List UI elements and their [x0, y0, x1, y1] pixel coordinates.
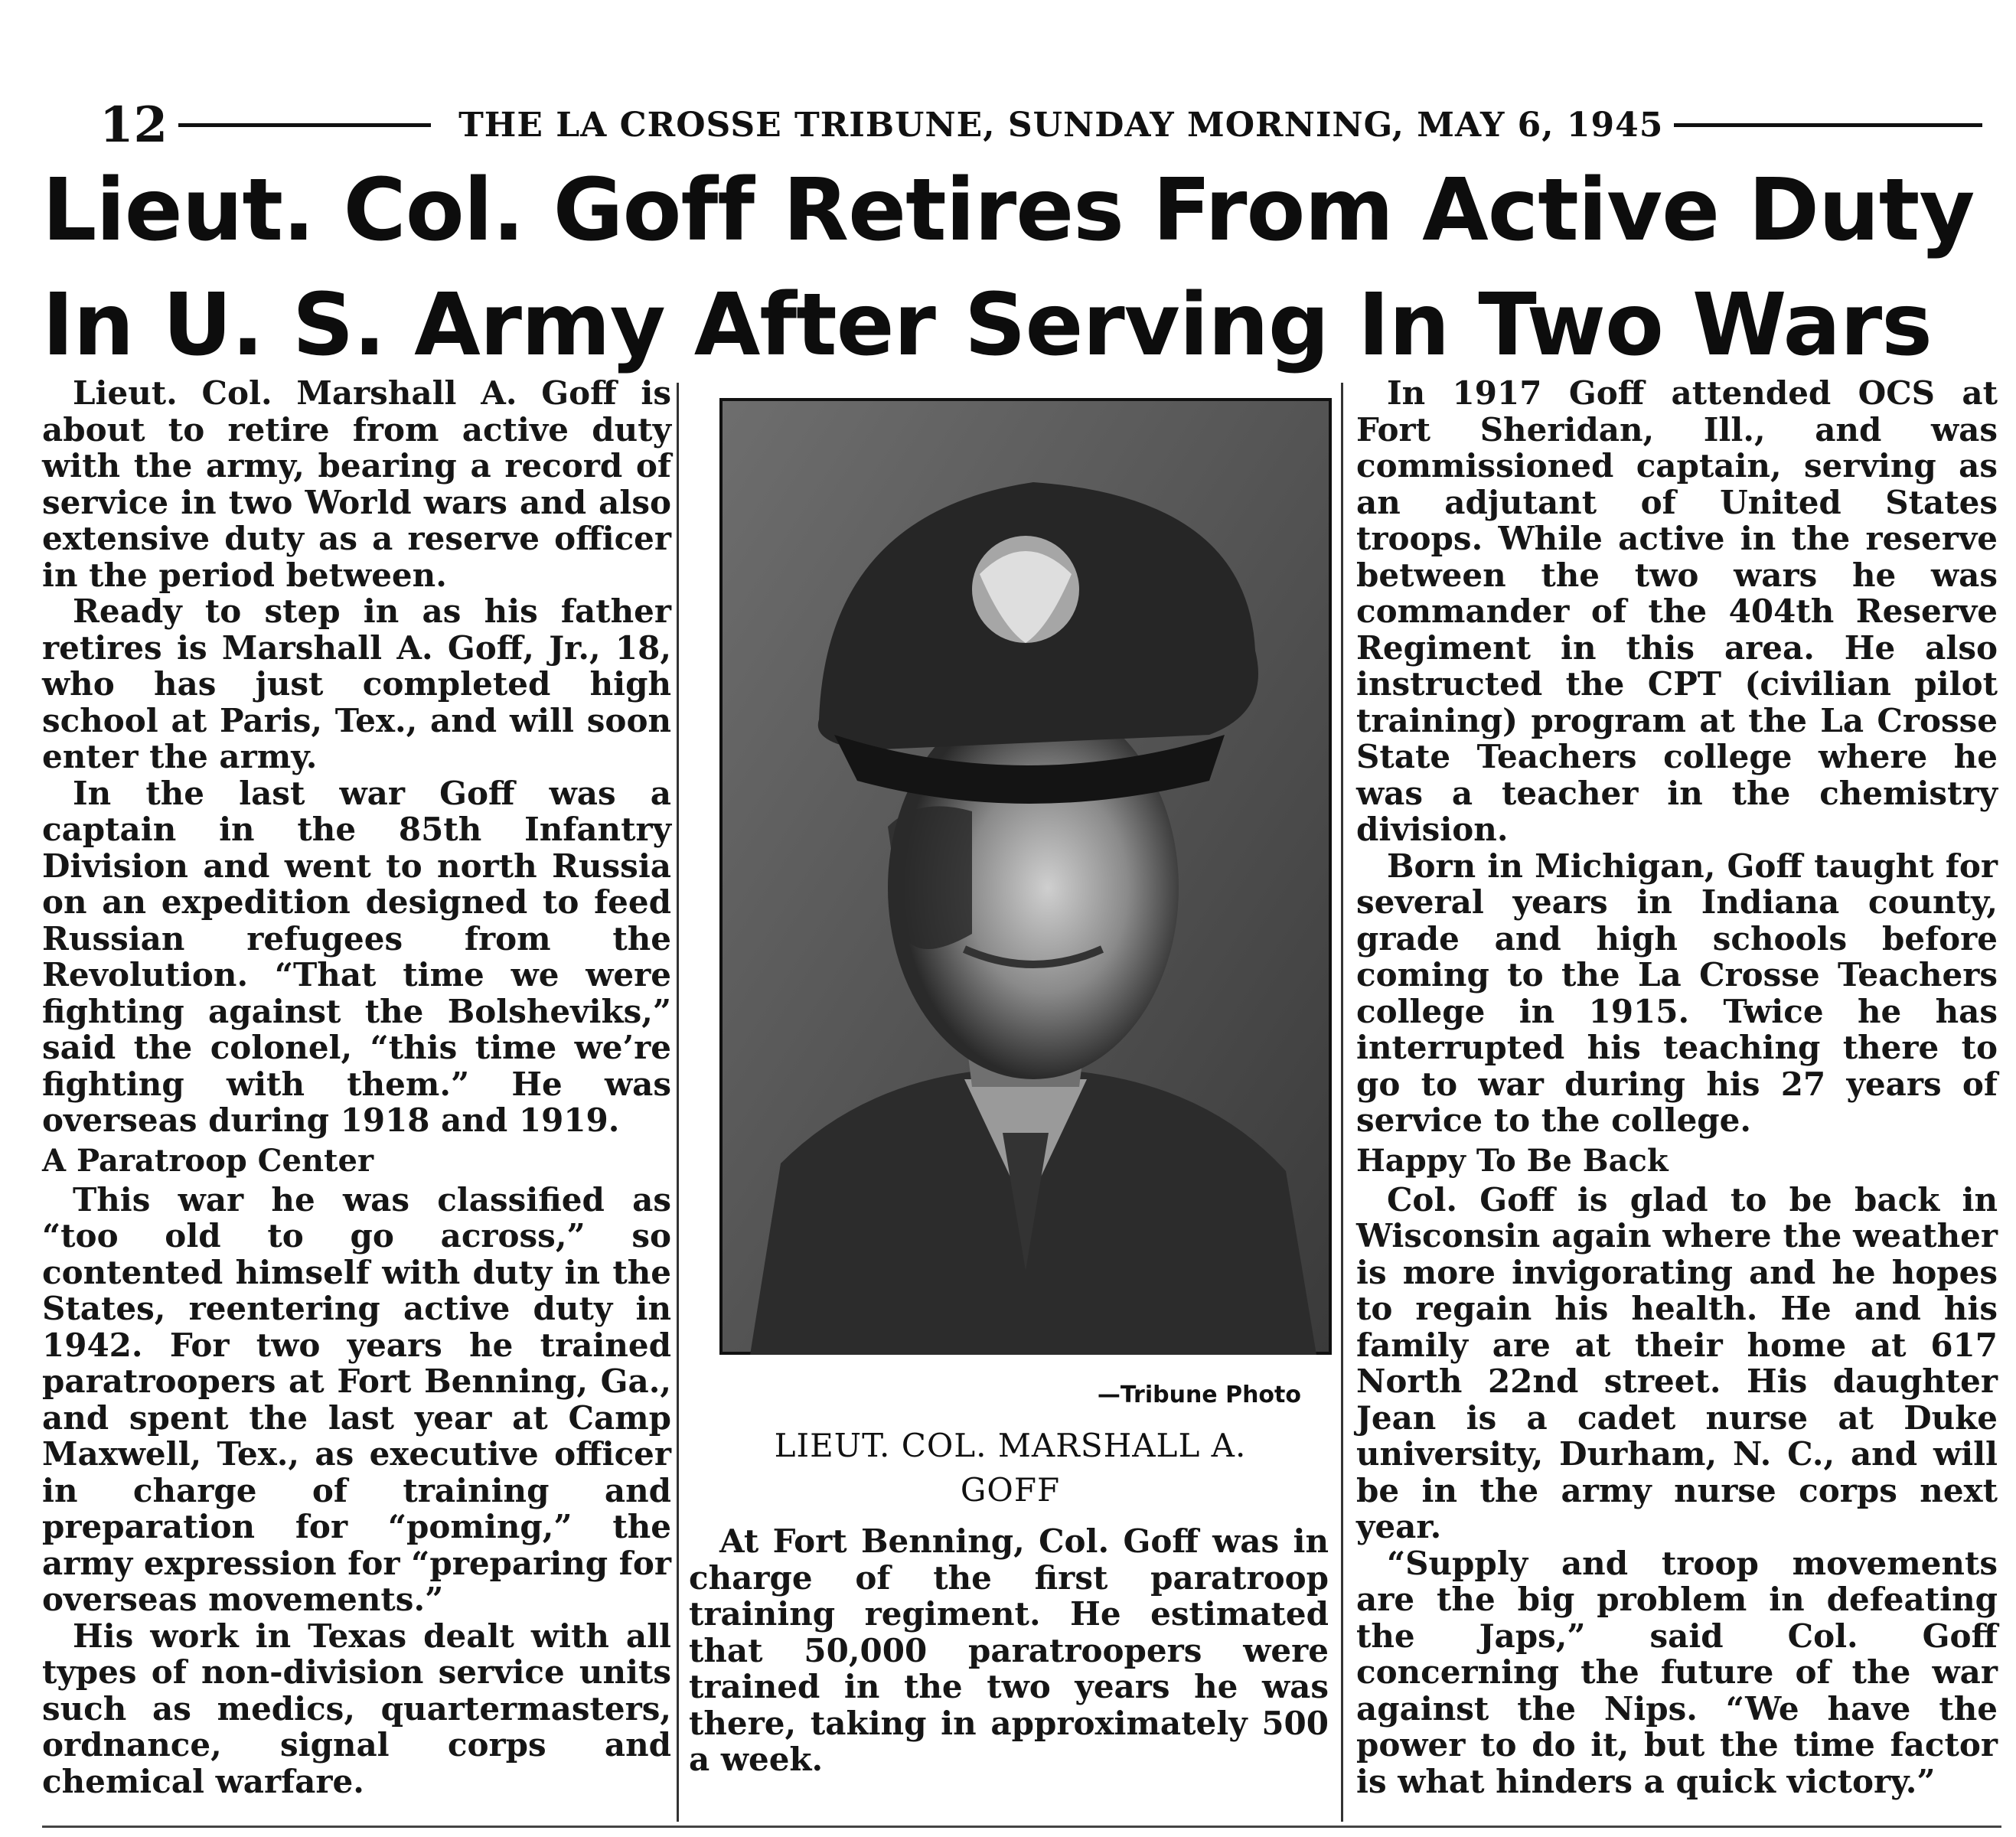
- portrait-photo: [719, 398, 1332, 1355]
- portrait-image: [719, 398, 1332, 1355]
- photo-credit: —Tribune Photo: [1097, 1382, 1301, 1408]
- bottom-rule: [42, 1826, 2001, 1828]
- paragraph: This war he was classified as “too old to go across,” so contented himself with duty in the States, reentering active duty in 1942. For two years he trained paratroopers at Fort Benning, Ga., and spent the last year at Camp Maxwell, Tex., as executive officer in charge of training and preparation for “poming,” the army expression for “preparing for overseas movements.”: [42, 1180, 671, 1618]
- subhead-paratroop-center: A Paratroop Center: [42, 1142, 374, 1179]
- paragraph: “Supply and troop movements are the big problem in defeating the Japs,” said Col. Goff concerning the future of the war against the Nips. “We have the power to do it, but the time factor is what hinders a quick victory.”: [1356, 1544, 1998, 1800]
- article-column-2: [689, 1523, 1329, 1778]
- paragraph: In 1917 Goff attended OCS at Fort Sheridan, Ill., and was commissioned captain, serving as an adjutant of United States troops. While active in the reserve between the two wars he was commander of the 404th Reserve Regiment in this area. He also instructed the CPT (civilian pilot training) program at the La Crosse State Teachers college where he was a teacher in the chemistry division.: [1356, 374, 1998, 848]
- headline: [42, 153, 1975, 383]
- headline-line-1: Lieut. Col. Goff Retires From Active Duty: [42, 161, 1975, 260]
- folio-rule-right: [1674, 123, 1982, 127]
- subhead-happy-to-be-back: Happy To Be Back: [1356, 1142, 1669, 1179]
- column-divider-left: [677, 383, 679, 1822]
- photo-caption: [693, 1424, 1328, 1512]
- paragraph: In the last war Goff was a captain in the 85th Infantry Division and went to north Russia on an expedition designed to feed Russian refugees from the Revolution. “That time we were fighting against the Bolsheviks,” said the colonel, “this time we’re fighting with them.” He was overseas during 1918 and 1919.: [42, 774, 671, 1139]
- paragraph: His work in Texas dealt with all types of non-division service units such as medics, quartermasters, ordnance, signal corps and chemical warfare.: [42, 1617, 671, 1800]
- caption-line-1: LIEUT. COL. MARSHALL A.: [774, 1427, 1247, 1464]
- folio-line: [99, 98, 1982, 152]
- paragraph: At Fort Benning, Col. Goff was in charge of the first paratroop training regiment. He estimated that 50,000 paratroopers were trained in the two years he was there, taking in approximately 500 a week.: [689, 1522, 1329, 1778]
- paragraph: Lieut. Col. Marshall A. Goff is about to retire from active duty with the army, bearing a record of service in two World wars and also extensive duty as a reserve officer in the period between.: [42, 374, 671, 594]
- paragraph: Born in Michigan, Goff taught for several years in Indiana county, grade and high schools before coming to the La Crosse Teachers college in 1915. Twice he has interrupted his teaching there to go to war during his 27 years of service to the college.: [1356, 847, 1998, 1139]
- page-number: 12: [99, 96, 168, 154]
- column-divider-right: [1341, 383, 1343, 1822]
- paragraph: Ready to step in as his father retires is Marshall A. Goff, Jr., 18, who has just completed high school at Paris, Tex., and will soon enter the army.: [42, 592, 671, 775]
- article-column-1: [42, 375, 671, 1799]
- headline-line-2: In U. S. Army After Serving In Two Wars: [42, 276, 1932, 375]
- paragraph: Col. Goff is glad to be back in Wisconsin again where the weather is more invigorating and he hopes to regain his health. He and his family are at their home at 617 North 22nd street. His daughter Jean is a cadet nurse at Duke university, Durham, N. C., and will be in the army nurse corps next year.: [1356, 1180, 1998, 1545]
- caption-line-2: GOFF: [960, 1471, 1061, 1509]
- folio-rule-left: [178, 123, 431, 127]
- article-column-3: [1356, 375, 1998, 1799]
- masthead: THE LA CROSSE TRIBUNE, SUNDAY MORNING, MAY 6, 1945: [458, 105, 1664, 145]
